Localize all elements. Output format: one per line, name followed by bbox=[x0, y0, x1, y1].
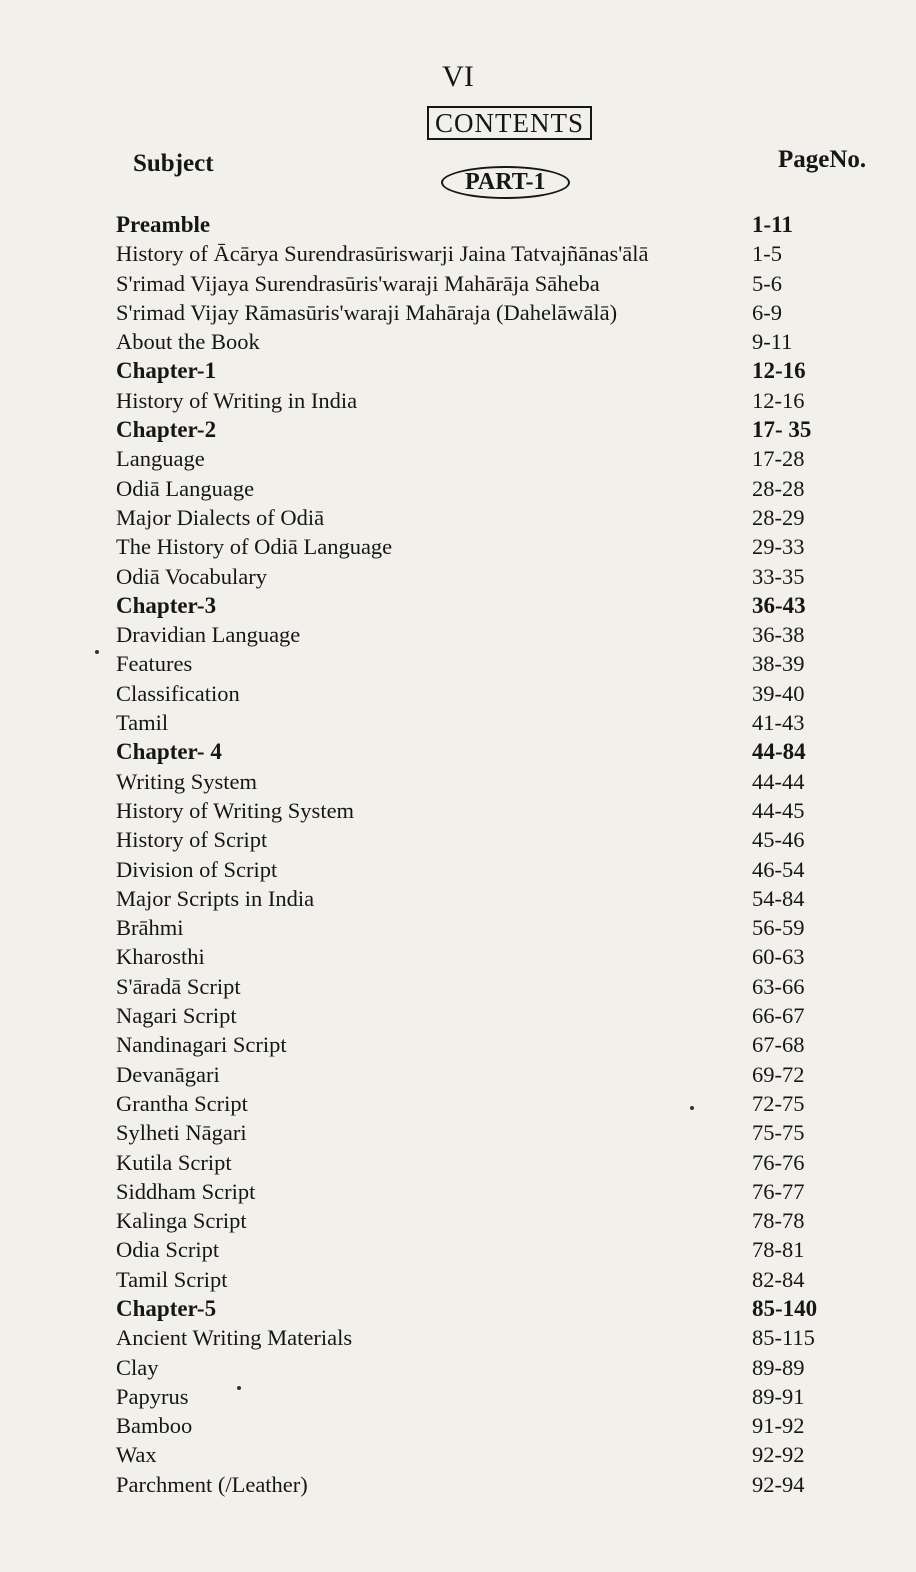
toc-row bbox=[116, 1355, 832, 1384]
toc-pages: 60-63 bbox=[752, 944, 805, 970]
toc-row bbox=[116, 710, 832, 739]
toc-subject: Siddham Script bbox=[116, 1178, 256, 1204]
toc-heading-row bbox=[116, 593, 832, 622]
toc-pages: 1-11 bbox=[752, 212, 793, 237]
toc-subject: S'rimad Vijay Rāmasūris'waraji Mahāraja (Dahelāwālā) bbox=[116, 299, 618, 325]
toc-row bbox=[116, 1003, 832, 1032]
toc-pages: 82-84 bbox=[752, 1266, 805, 1292]
toc-pages: 12-16 bbox=[752, 387, 805, 413]
toc-pages: 75-75 bbox=[752, 1120, 805, 1146]
toc-subject: Kalinga Script bbox=[116, 1208, 247, 1234]
toc-row bbox=[116, 886, 832, 915]
toc-pages: 46-54 bbox=[752, 856, 805, 882]
toc-pages: 78-81 bbox=[752, 1237, 805, 1263]
toc-heading-row bbox=[116, 739, 832, 768]
toc-row bbox=[116, 241, 832, 270]
toc-pages: 56-59 bbox=[752, 915, 805, 941]
toc-row bbox=[116, 271, 832, 300]
toc-subject: Nandinagari Script bbox=[116, 1032, 287, 1058]
toc-pages: 92-94 bbox=[752, 1471, 805, 1497]
toc-pages: 33-35 bbox=[752, 563, 805, 589]
toc-pages: 6-9 bbox=[752, 299, 782, 325]
toc-subject: Kharosthi bbox=[116, 944, 205, 970]
toc-subject: Grantha Script bbox=[116, 1090, 248, 1116]
toc-pages: 67-68 bbox=[752, 1032, 805, 1058]
toc-pages: 1-5 bbox=[752, 241, 782, 267]
toc-pages: 44-44 bbox=[752, 768, 805, 794]
toc-row bbox=[116, 1267, 832, 1296]
toc-pages: 29-33 bbox=[752, 534, 805, 560]
page-no-column-header: PageNo. bbox=[778, 146, 867, 173]
toc-subject: About the Book bbox=[116, 329, 260, 355]
toc-row bbox=[116, 1442, 832, 1471]
toc-heading-row bbox=[116, 417, 832, 446]
toc-pages: 9-11 bbox=[752, 329, 793, 355]
toc-pages: 92-92 bbox=[752, 1442, 805, 1468]
scan-speck bbox=[95, 650, 99, 654]
toc-pages: 28-28 bbox=[752, 475, 805, 501]
toc-pages: 17- 35 bbox=[752, 417, 812, 443]
toc-subject: Wax bbox=[116, 1442, 157, 1468]
toc-row bbox=[116, 505, 832, 534]
toc-subject: Preamble bbox=[116, 212, 211, 237]
toc-row bbox=[116, 1208, 832, 1237]
toc-row bbox=[116, 1091, 832, 1120]
toc-pages: 72-75 bbox=[752, 1090, 805, 1116]
toc-pages: 76-77 bbox=[752, 1178, 805, 1204]
toc-pages: 89-89 bbox=[752, 1354, 805, 1380]
toc-row bbox=[116, 1384, 832, 1413]
toc-pages: 44-84 bbox=[752, 739, 806, 765]
toc-pages: 39-40 bbox=[752, 680, 805, 706]
toc-row bbox=[116, 1472, 832, 1501]
toc-pages: 38-39 bbox=[752, 651, 805, 677]
toc-pages: 91-92 bbox=[752, 1413, 805, 1439]
toc-pages: 54-84 bbox=[752, 885, 805, 911]
toc-subject: Features bbox=[116, 651, 193, 677]
toc-subject: Chapter-1 bbox=[116, 358, 217, 384]
toc-subject: Tamil Script bbox=[116, 1266, 228, 1292]
toc-subject: Odia Script bbox=[116, 1237, 220, 1263]
toc-subject: Dravidian Language bbox=[116, 622, 301, 648]
toc-row bbox=[116, 769, 832, 798]
toc-subject: Chapter-3 bbox=[116, 592, 217, 618]
toc-subject: Major Scripts in India bbox=[116, 885, 315, 911]
toc-row bbox=[116, 1237, 832, 1266]
toc-pages: 5-6 bbox=[752, 270, 782, 296]
toc-pages: 89-91 bbox=[752, 1383, 805, 1409]
toc-row bbox=[116, 534, 832, 563]
toc-subject: Sylheti Nāgari bbox=[116, 1120, 247, 1146]
toc-subject: S'āradā Script bbox=[116, 973, 241, 999]
toc-pages: 85-140 bbox=[752, 1295, 818, 1321]
toc-row bbox=[116, 827, 832, 856]
toc-row bbox=[116, 564, 832, 593]
toc-subject: Tamil bbox=[116, 710, 169, 736]
toc-row bbox=[116, 1150, 832, 1179]
toc-subject: Chapter-2 bbox=[116, 417, 217, 443]
toc-subject: Chapter-5 bbox=[116, 1295, 217, 1321]
toc-subject: History of Script bbox=[116, 827, 268, 853]
table-of-contents bbox=[116, 212, 832, 1501]
toc-row bbox=[116, 1120, 832, 1149]
scan-speck bbox=[237, 1386, 241, 1390]
toc-row bbox=[116, 944, 832, 973]
toc-subject: Bamboo bbox=[116, 1413, 193, 1439]
toc-subject: Odiā Vocabulary bbox=[116, 563, 268, 589]
toc-subject: Language bbox=[116, 446, 205, 472]
toc-pages: 69-72 bbox=[752, 1061, 805, 1087]
toc-row bbox=[116, 798, 832, 827]
toc-pages: 12-16 bbox=[752, 358, 806, 384]
toc-subject: Brāhmi bbox=[116, 915, 184, 941]
toc-pages: 17-28 bbox=[752, 446, 805, 472]
toc-row bbox=[116, 622, 832, 651]
toc-row bbox=[116, 446, 832, 475]
toc-row bbox=[116, 1179, 832, 1208]
toc-pages: 85-115 bbox=[752, 1325, 815, 1351]
toc-row bbox=[116, 329, 832, 358]
toc-row bbox=[116, 388, 832, 417]
toc-heading-row bbox=[116, 358, 832, 387]
toc-pages: 36-38 bbox=[752, 622, 805, 648]
toc-subject: Clay bbox=[116, 1354, 159, 1380]
scan-speck bbox=[690, 1106, 694, 1110]
toc-heading-row bbox=[116, 212, 832, 241]
toc-pages: 76-76 bbox=[752, 1149, 805, 1175]
toc-subject: History of Writing in India bbox=[116, 387, 358, 413]
toc-subject: The History of Odiā Language bbox=[116, 534, 393, 560]
toc-row bbox=[116, 300, 832, 329]
toc-row bbox=[116, 651, 832, 680]
toc-subject: S'rimad Vijaya Surendrasūris'waraji Mahārāja Sāheba bbox=[116, 270, 600, 296]
part-label: PART-1 bbox=[441, 166, 570, 199]
toc-row bbox=[116, 1032, 832, 1061]
subject-column-header: Subject bbox=[133, 150, 214, 177]
toc-subject: History of Ācārya Surendrasūriswarji Jaina Tatvajñānas'ālā bbox=[116, 241, 649, 267]
toc-pages: 45-46 bbox=[752, 827, 805, 853]
toc-subject: Major Dialects of Odiā bbox=[116, 504, 325, 530]
toc-subject: Parchment (/Leather) bbox=[116, 1471, 308, 1497]
contents-title: CONTENTS bbox=[427, 106, 592, 140]
toc-subject: Writing System bbox=[116, 768, 257, 794]
page-number: VI bbox=[442, 60, 474, 93]
toc-subject: Nagari Script bbox=[116, 1003, 237, 1029]
toc-subject: Ancient Writing Materials bbox=[116, 1325, 353, 1351]
toc-heading-row bbox=[116, 1296, 832, 1325]
toc-subject: Chapter- 4 bbox=[116, 739, 222, 765]
toc-row bbox=[116, 476, 832, 505]
toc-pages: 36-43 bbox=[752, 592, 806, 618]
toc-pages: 44-45 bbox=[752, 797, 805, 823]
toc-subject: Papyrus bbox=[116, 1383, 189, 1409]
toc-subject: History of Writing System bbox=[116, 797, 355, 823]
toc-row bbox=[116, 974, 832, 1003]
toc-pages: 28-29 bbox=[752, 504, 805, 530]
toc-pages: 78-78 bbox=[752, 1208, 805, 1234]
toc-row bbox=[116, 857, 832, 886]
toc-row bbox=[116, 1413, 832, 1442]
toc-subject: Kutila Script bbox=[116, 1149, 232, 1175]
toc-row bbox=[116, 1325, 832, 1354]
toc-subject: Odiā Language bbox=[116, 475, 255, 501]
toc-subject: Division of Script bbox=[116, 856, 278, 882]
toc-pages: 66-67 bbox=[752, 1003, 805, 1029]
toc-row bbox=[116, 1062, 832, 1091]
toc-pages: 63-66 bbox=[752, 973, 805, 999]
toc-pages: 41-43 bbox=[752, 710, 805, 736]
toc-row bbox=[116, 915, 832, 944]
toc-subject: Classification bbox=[116, 680, 240, 706]
toc-row bbox=[116, 681, 832, 710]
toc-subject: Devanāgari bbox=[116, 1061, 220, 1087]
